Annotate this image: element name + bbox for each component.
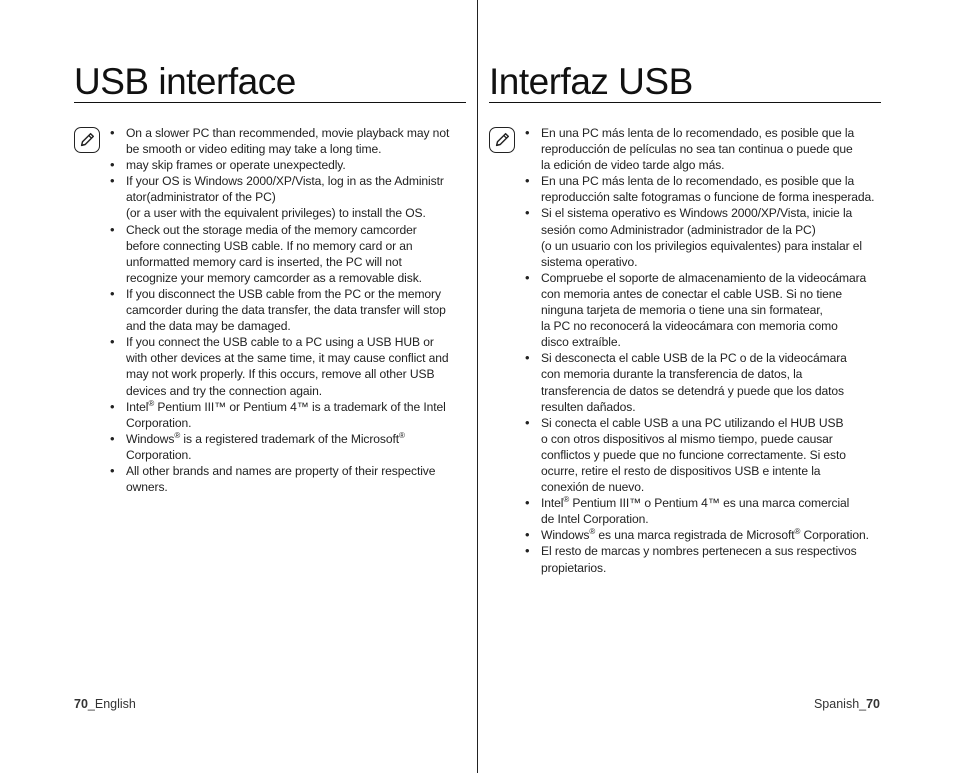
list-item: • Compruebe el soporte de almacenamiento de la videocámara con memoria antes de conectar el cable USB. Si no tiene ninguna tarjeta de memoria o tiene una sin formatear, la PC no reconocerá la videocámara con memoria como disco extraíble. bbox=[525, 270, 885, 350]
page-number-english: 70_English bbox=[74, 697, 136, 711]
notes-list-spanish bbox=[525, 125, 885, 576]
list-item: • If your OS is Windows 2000/XP/Vista, log in as the Administr ator(administrator of the PC) (or a user with the equivalent privileges) to install the OS. bbox=[110, 173, 466, 221]
list-item: • If you connect the USB cable to a PC using a USB HUB or with other devices at the same time, it may cause conflict and may not work properly. If this occurs, remove all other USB devices and try the connection again. bbox=[110, 334, 466, 398]
list-item: • Si conecta el cable USB a una PC utilizando el HUB USB o con otros dispositivos al mismo tiempo, puede causar conflictos y puede que no funcione correctamente. Si esto ocurre, retire el resto de dispositivos USB e intente la conexión de nuevo. bbox=[525, 415, 885, 495]
page-number-spanish: Spanish_70 bbox=[813, 697, 880, 711]
page-title-spanish: Interfaz USB bbox=[489, 62, 881, 103]
list-item: • Windows® es una marca registrada de Microsoft® Corporation. bbox=[525, 527, 885, 543]
list-item: • All other brands and names are property of their respective owners. bbox=[110, 463, 466, 495]
page-title-english: USB interface bbox=[74, 62, 466, 103]
list-item: • Si desconecta el cable USB de la PC o de la videocámara con memoria durante la transferencia de datos, la transferencia de datos se detendrá y puede que los datos resulten dañados. bbox=[525, 350, 885, 414]
list-item: • En una PC más lenta de lo recomendado, es posible que la reproducción salte fotogramas o funcione de forma inesperada. bbox=[525, 173, 885, 205]
list-item: • Windows® is a registered trademark of the Microsoft® Corporation. bbox=[110, 431, 466, 463]
list-item: • If you disconnect the USB cable from the PC or the memory camcorder during the data transfer, the data transfer will stop and the data may be damaged. bbox=[110, 286, 466, 334]
list-item: • Check out the storage media of the memory camcorder before connecting USB cable. If no memory card or an unformatted memory card is inserted, the PC will not recognize your memory camcorder as a removable disk. bbox=[110, 222, 466, 286]
page-divider bbox=[477, 0, 478, 773]
list-item: • En una PC más lenta de lo recomendado, es posible que la reproducción de películas no sea tan continua o puede que la edición de video tarde algo más. bbox=[525, 125, 885, 173]
note-pencil-icon bbox=[74, 127, 100, 153]
note-pencil-icon bbox=[489, 127, 515, 153]
list-item: • On a slower PC than recommended, movie playback may not be smooth or video editing may take a long time. bbox=[110, 125, 466, 157]
list-item: • Intel® Pentium III™ o Pentium 4™ es una marca comercial de Intel Corporation. bbox=[525, 495, 885, 527]
list-item: • Si el sistema operativo es Windows 2000/XP/Vista, inicie la sesión como Administrador (administrador de la PC) (o un usuario con los privilegios equivalentes) para instalar el sistema operativo. bbox=[525, 205, 885, 269]
list-item: • may skip frames or operate unexpectedly. bbox=[110, 157, 466, 173]
list-item: • El resto de marcas y nombres pertenecen a sus respectivos propietarios. bbox=[525, 543, 885, 575]
notes-list-english bbox=[110, 125, 466, 495]
list-item: • Intel® Pentium III™ or Pentium 4™ is a trademark of the Intel Corporation. bbox=[110, 399, 466, 431]
